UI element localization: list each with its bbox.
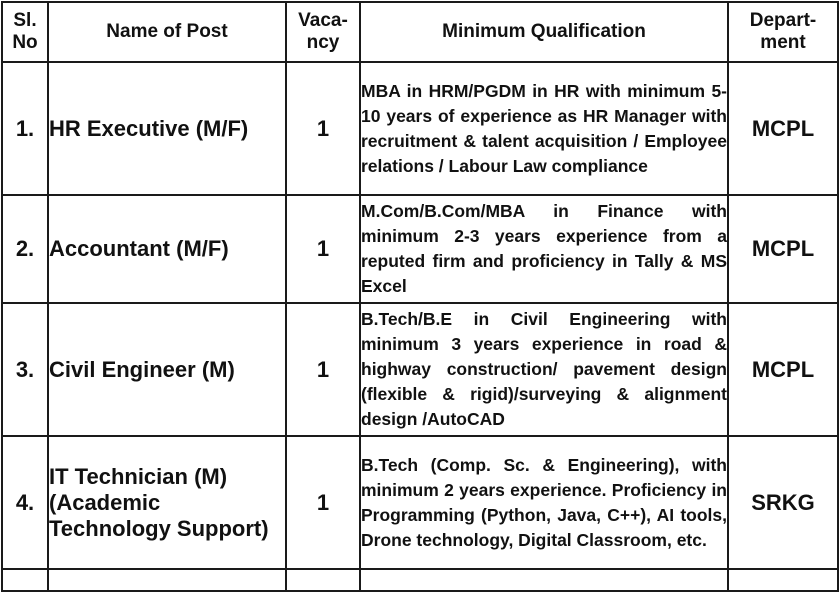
table-row-partial — [2, 569, 838, 591]
row-vacancy: 1 — [286, 195, 360, 303]
table-row — [2, 195, 838, 303]
table-row — [2, 62, 838, 195]
header-department: Depart- ment — [728, 2, 838, 62]
row-vacancy: 1 — [286, 436, 360, 569]
row-post-name: IT Technician (M) (Academic Technology Support) — [48, 436, 286, 569]
row-department: SRKG — [728, 436, 838, 569]
header-vacancy: Vaca- ncy — [286, 2, 360, 62]
row-sl-no: 1. — [2, 62, 48, 195]
table-row — [2, 436, 838, 569]
header-name-of-post: Name of Post — [48, 2, 286, 62]
row-post-name: Accountant (M/F) — [48, 195, 286, 303]
row-post-name: Civil Engineer (M) — [48, 303, 286, 436]
row-qualification: B.Tech/B.E in Civil Engineering with minimum 3 years experience in road & highway construction/ pavement design (flexible & rigid)/surveying & alignment design /AutoCAD — [360, 303, 728, 436]
row-sl-no: 4. — [2, 436, 48, 569]
header-minimum-qualification: Minimum Qualification — [360, 2, 728, 62]
row-qualification: MBA in HRM/PGDM in HR with minimum 5-10 years of experience as HR Manager with recruitment & talent acquisition / Employee relations / Labour Law compliance — [360, 62, 728, 195]
row-qualification: M.Com/B.Com/MBA in Finance with minimum 2-3 years experience from a reputed firm and proficiency in Tally & MS Excel — [360, 195, 728, 303]
row-post-name: HR Executive (M/F) — [48, 62, 286, 195]
row-vacancy: 1 — [286, 62, 360, 195]
row-sl-no: 3. — [2, 303, 48, 436]
header-sl-no: Sl. No — [2, 2, 48, 62]
row-department: MCPL — [728, 303, 838, 436]
posts-table — [1, 1, 839, 592]
row-department: MCPL — [728, 62, 838, 195]
row-qualification: B.Tech (Comp. Sc. & Engineering), with minimum 2 years experience. Proficiency in Programming (Python, Java, C++), AI tools, Drone technology, Digital Classroom, etc. — [360, 436, 728, 569]
row-vacancy: 1 — [286, 303, 360, 436]
table-row — [2, 303, 838, 436]
header-row — [2, 2, 838, 62]
row-department: MCPL — [728, 195, 838, 303]
row-sl-no: 2. — [2, 195, 48, 303]
